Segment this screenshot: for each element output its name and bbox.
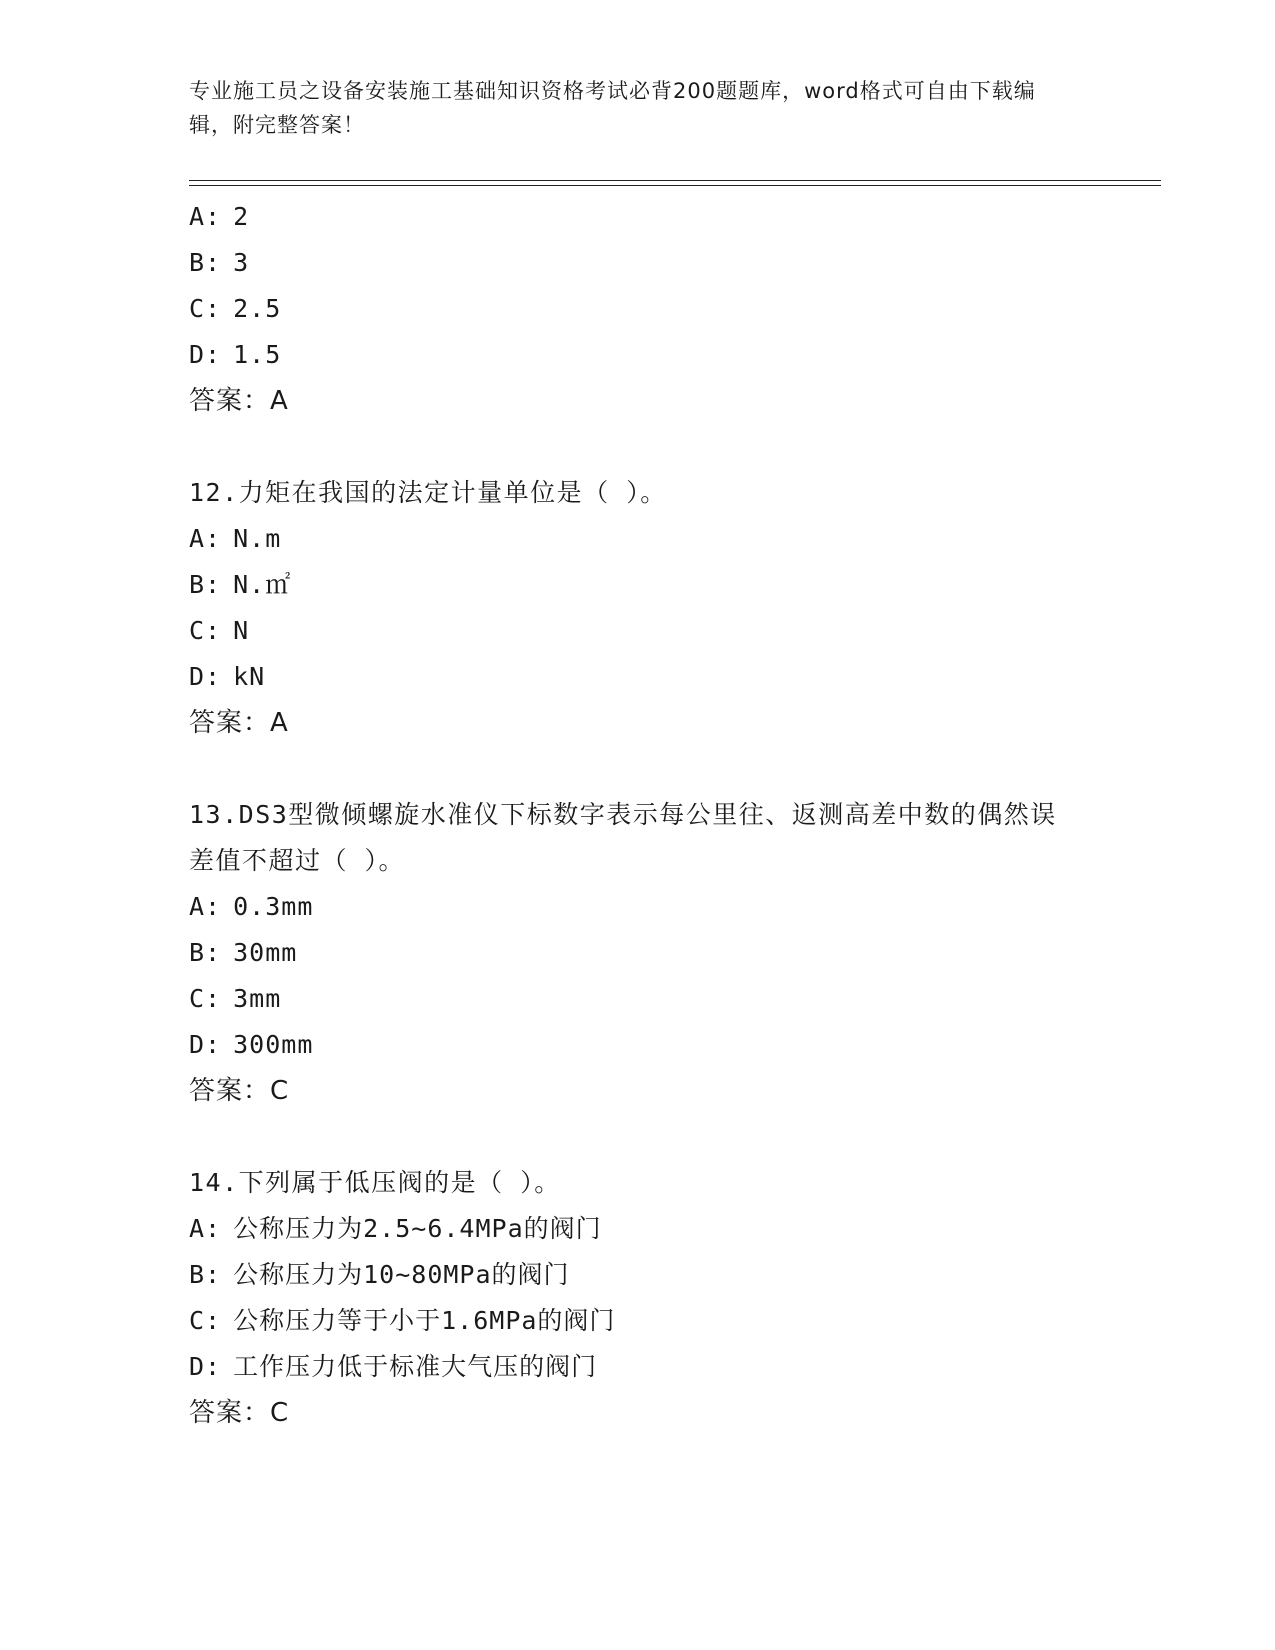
option-text: kN bbox=[233, 662, 266, 691]
option-d bbox=[189, 1022, 1089, 1068]
option-text: 300mm bbox=[233, 1030, 314, 1059]
option-a bbox=[189, 1206, 1089, 1252]
option-a bbox=[189, 884, 1089, 930]
header-divider-bottom bbox=[189, 185, 1161, 186]
option-b bbox=[189, 1252, 1089, 1298]
option-prefix: C: bbox=[189, 984, 222, 1013]
option-text: 1.5 bbox=[233, 340, 282, 369]
document-header-title: 专业施工员之设备安装施工基础知识资格考试必背200题题库，word格式可自由下载编辑，附完整答案！ bbox=[189, 79, 1036, 137]
option-a bbox=[189, 516, 1089, 562]
option-text: N.m bbox=[233, 524, 282, 553]
option-b bbox=[189, 562, 1089, 608]
option-a bbox=[189, 194, 1089, 240]
answer-line: 答案：C bbox=[189, 1398, 290, 1428]
option-text: 工作压力低于标准大气压的阀门 bbox=[233, 1352, 598, 1381]
option-d bbox=[189, 332, 1089, 378]
option-text: 30mm bbox=[233, 938, 298, 967]
header-divider-top bbox=[189, 180, 1161, 181]
option-prefix: A: bbox=[189, 524, 222, 553]
option-prefix: A: bbox=[189, 1214, 222, 1243]
option-d bbox=[189, 654, 1089, 700]
question-text: 13.DS3型微倾螺旋水准仪下标数字表示每公里往、返测高差中数的偶然误差值不超过（ ）。 bbox=[189, 800, 1057, 875]
option-text: 公称压力为2.5~6.4MPa的阀门 bbox=[233, 1214, 602, 1243]
answer-line: 答案：A bbox=[189, 386, 289, 416]
option-prefix: C: bbox=[189, 616, 222, 645]
option-c bbox=[189, 286, 1089, 332]
option-prefix: A: bbox=[189, 892, 222, 921]
option-prefix: C: bbox=[189, 294, 222, 323]
option-prefix: B: bbox=[189, 570, 222, 599]
option-prefix: D: bbox=[189, 340, 222, 369]
option-text: 0.3mm bbox=[233, 892, 314, 921]
option-c bbox=[189, 976, 1089, 1022]
option-b bbox=[189, 240, 1089, 286]
option-text: N.㎡ bbox=[233, 570, 292, 599]
option-text: N bbox=[233, 616, 250, 645]
question-text: 14.下列属于低压阀的是（ ）。 bbox=[189, 1168, 561, 1197]
spacer bbox=[189, 424, 1089, 470]
option-b bbox=[189, 930, 1089, 976]
option-text: 3 bbox=[233, 248, 250, 277]
option-text: 公称压力等于小于1.6MPa的阀门 bbox=[233, 1306, 616, 1335]
option-d bbox=[189, 1344, 1089, 1390]
option-prefix: A: bbox=[189, 202, 222, 231]
option-text: 2 bbox=[233, 202, 250, 231]
question-content bbox=[189, 194, 1089, 1436]
option-prefix: D: bbox=[189, 662, 222, 691]
option-prefix: B: bbox=[189, 1260, 222, 1289]
option-prefix: D: bbox=[189, 1352, 222, 1381]
option-prefix: B: bbox=[189, 248, 222, 277]
answer-line: 答案：A bbox=[189, 708, 289, 738]
question-text: 12.力矩在我国的法定计量单位是（ ）。 bbox=[189, 478, 667, 507]
option-c bbox=[189, 608, 1089, 654]
answer-line: 答案：C bbox=[189, 1076, 290, 1106]
spacer bbox=[189, 1114, 1089, 1160]
question-block-14 bbox=[189, 1160, 1089, 1436]
question-block-13 bbox=[189, 792, 1089, 1114]
option-prefix: D: bbox=[189, 1030, 222, 1059]
question-block-12 bbox=[189, 470, 1089, 746]
option-c bbox=[189, 1298, 1089, 1344]
option-text: 3mm bbox=[233, 984, 282, 1013]
option-prefix: C: bbox=[189, 1306, 222, 1335]
option-text: 公称压力为10~80MPa的阀门 bbox=[233, 1260, 570, 1289]
option-prefix: B: bbox=[189, 938, 222, 967]
option-text: 2.5 bbox=[233, 294, 282, 323]
spacer bbox=[189, 746, 1089, 792]
continued-question-block bbox=[189, 194, 1089, 424]
